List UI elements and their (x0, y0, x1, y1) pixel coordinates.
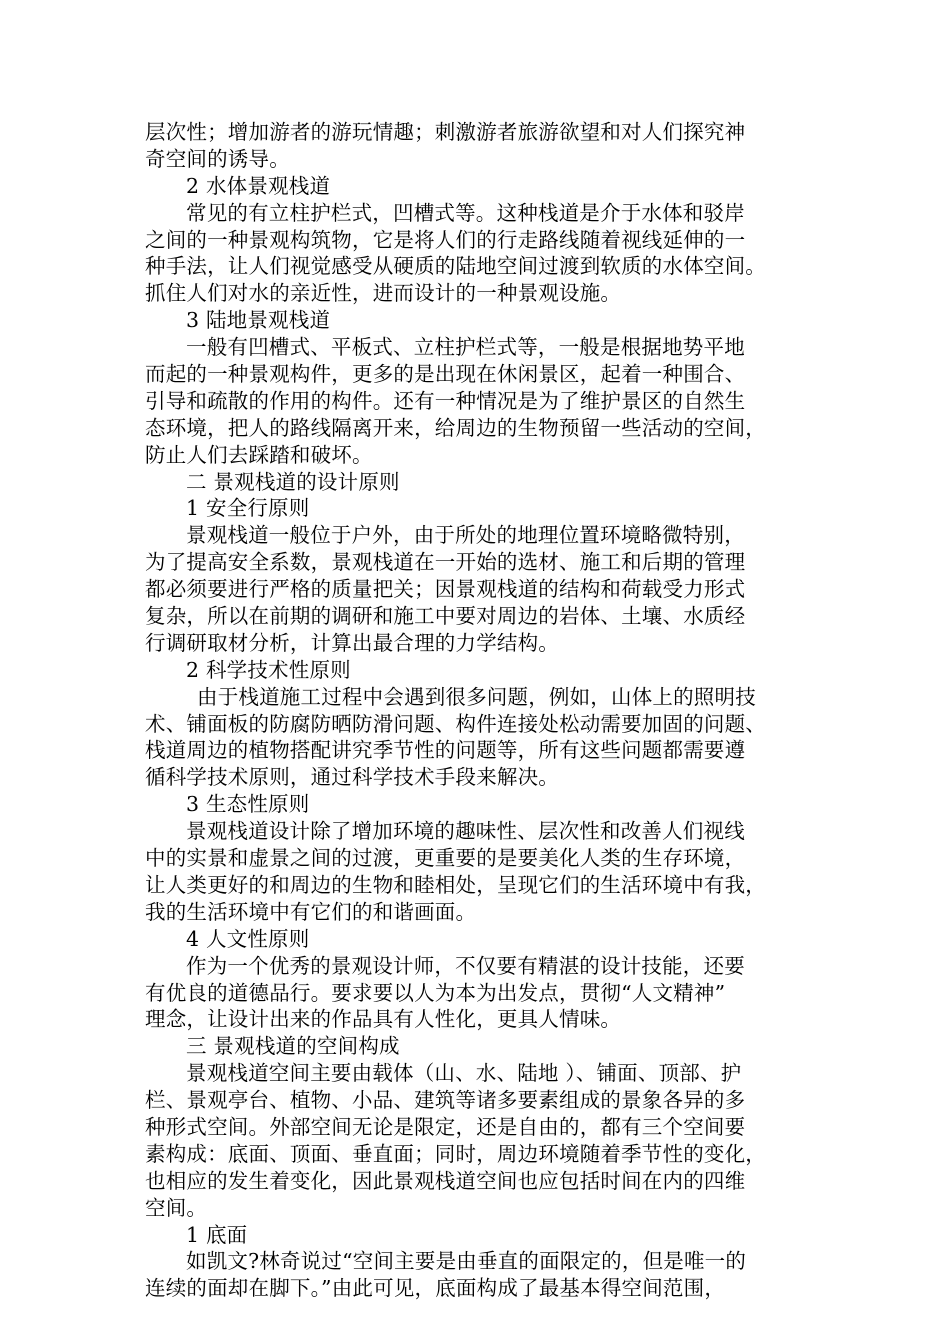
text-line: 一般有凹槽式、平板式、立柱护栏式等，一般是根据地势平地 (186, 335, 745, 360)
text-line: 连续的面却在脚下。”由此可见，底面构成了最基本得空间范围， (145, 1276, 726, 1301)
text-line: 之间的一种景观构筑物，它是将人们的行走路线随着视线延伸的一 (145, 227, 746, 252)
text-line: 1 安全行原则 (186, 496, 310, 521)
text-line: 让人类更好的和周边的生物和睦相处，呈现它们的生活环境中有我， (145, 872, 766, 897)
text-line: 素构成：底面、顶面、垂直面；同时，周边环境随着季节性的变化， (145, 1141, 766, 1166)
text-line: 常见的有立柱护栏式，凹槽式等。这种栈道是介于水体和驳岸 (186, 200, 745, 225)
text-line: 二 景观栈道的设计原则 (186, 469, 400, 494)
text-line: 栈道周边的植物搭配讲究季节性的问题等，所有这些问题都需要遵 (145, 738, 746, 763)
text-line: 空间。 (145, 1195, 208, 1220)
text-line: 景观栈道一般位于户外，由于所处的地理位置环境略微特别， (186, 523, 745, 548)
text-line: 术、铺面板的防腐防晒防滑问题、构件连接处松动需要加固的问题、 (145, 711, 766, 736)
text-line: 都必须要进行严格的质量把关；因景观栈道的结构和荷载受力形式 (145, 577, 746, 602)
text-line: 行调研取材分析，计算出最合理的力学结构。 (145, 630, 559, 655)
text-line: 复杂，所以在前期的调研和施工中要对周边的岩体、土壤、水质经 (145, 604, 746, 629)
text-line: 如凯文?林奇说过“空间主要是由垂直的面限定的，但是唯一的 (186, 1249, 747, 1274)
text-line: 也相应的发生着变化，因此景观栈道空间也应包括时间在内的四维 (145, 1168, 746, 1193)
text-line: 3 生态性原则 (186, 792, 310, 817)
text-line: 奇空间的诱导。 (145, 146, 290, 171)
text-line: 作为一个优秀的景观设计师，不仅要有精湛的设计技能，还要 (186, 953, 745, 978)
text-line: 而起的一种景观构件，更多的是出现在休闲景区，起着一种围合、 (145, 362, 746, 387)
text-line: 引导和疏散的作用的构件。还有一种情况是为了维护景区的自然生 (145, 388, 746, 413)
text-line: 栏、景观亭台、植物、小品、建筑等诸多要素组成的景象各异的多 (145, 1088, 746, 1113)
text-line: 2 水体景观栈道 (186, 173, 331, 198)
document-page (145, 119, 810, 1302)
text-line: 三 景观栈道的空间构成 (186, 1034, 400, 1059)
text-line: 我的生活环境中有它们的和谐画面。 (145, 899, 477, 924)
text-line: 层次性；增加游者的游玩情趣；刺激游者旅游欲望和对人们探究神 (145, 120, 746, 144)
text-line: 种手法，让人们视觉感受从硬质的陆地空间过渡到软质的水体空间。 (145, 254, 766, 279)
text-line: 理念，让设计出来的作品具有人性化，更具人情味。 (145, 1007, 622, 1032)
text-line: 种形式空间。外部空间无论是限定，还是自由的，都有三个空间要 (145, 1114, 746, 1139)
text-line: 中的实景和虚景之间的过渡，更重要的是要美化人类的生存环境， (145, 846, 746, 871)
text-line: 抓住人们对水的亲近性，进而设计的一种景观设施。 (145, 281, 622, 306)
text-line: 1 底面 (186, 1222, 248, 1247)
text-line: 为了提高安全系数，景观栈道在一开始的选材、施工和后期的管理 (145, 550, 746, 575)
text-line: 3 陆地景观栈道 (186, 308, 331, 333)
text-line: 循科学技术原则，通过科学技术手段来解决。 (145, 765, 559, 790)
text-line: 防止人们去踩踏和破坏。 (145, 442, 373, 467)
text-line: 有优良的道德品行。要求要以人为本为出发点，贯彻“人文精神” (145, 980, 726, 1005)
text-line: 景观栈道设计除了增加环境的趣味性、层次性和改善人们视线 (186, 819, 745, 844)
text-line: 态环境，把人的路线隔离开来，给周边的生物预留一些活动的空间， (145, 415, 766, 440)
text-line: 由于栈道施工过程中会遇到很多问题，例如，山体上的照明技 (197, 684, 756, 709)
text-line: 2 科学技术性原则 (186, 657, 351, 682)
text-line: 4 人文性原则 (186, 926, 310, 951)
text-line: 景观栈道空间主要由载体（山、水、陆地 ）、铺面、顶部、护 (186, 1061, 742, 1086)
